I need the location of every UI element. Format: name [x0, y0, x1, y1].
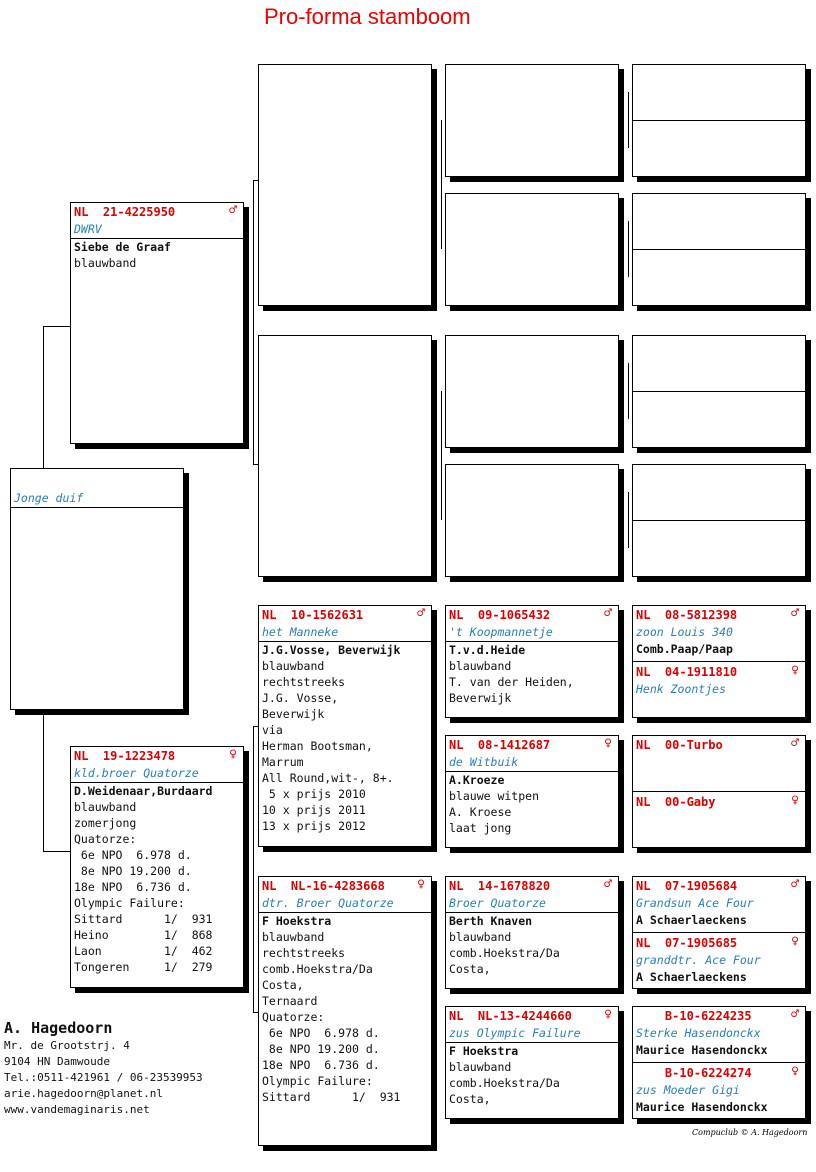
info-line: Beverwijk: [262, 707, 325, 721]
pedigree-box-pair[interactable]: [632, 605, 806, 718]
bird-name: het Manneke: [259, 623, 431, 642]
info-line: Marrum: [262, 755, 304, 769]
info-lines: [446, 913, 618, 977]
ring-number: NL 19-1223478: [74, 749, 176, 763]
ring-number: NL 09-1065432: [449, 608, 551, 622]
male-icon: ♂: [791, 606, 799, 621]
ring-number: NL NL-16-4283668: [262, 879, 385, 893]
breeder: Comb.Paap/Paap: [636, 642, 733, 656]
info-line: 13 x prijs 2012: [262, 819, 366, 833]
male-icon: ♂: [791, 877, 799, 892]
info-line: 6e NPO 6.978 d.: [262, 1026, 380, 1040]
bird-name: Jonge duif: [11, 489, 183, 508]
info-line: blauwe witpen: [449, 789, 540, 803]
info-line: zomerjong: [74, 816, 137, 830]
pedigree-box-ddd[interactable]: [445, 1006, 619, 1119]
info-line: Laon 1/ 462: [74, 944, 213, 958]
pedigree-box-pair[interactable]: [632, 735, 806, 848]
info-line: Sittard 1/ 931: [262, 1090, 401, 1104]
ring-number: NL NL-13-4244660: [449, 1009, 572, 1023]
page-title: Pro-forma stamboom: [264, 4, 471, 29]
pedigree-box-empty[interactable]: [445, 464, 619, 577]
pedigree-box-empty[interactable]: [445, 335, 619, 448]
info-line: Beverwijk: [449, 691, 512, 705]
info-line: 8e NPO 19.200 d.: [74, 864, 192, 878]
breeder: T.v.d.Heide: [449, 643, 526, 657]
info-line: Tongeren 1/ 279: [74, 960, 213, 974]
ring-number: NL 00-Gaby: [636, 795, 716, 809]
pedigree-box-dsd[interactable]: [445, 735, 619, 848]
female-icon: ♀: [229, 747, 237, 762]
info-line: comb.Hoekstra/Da: [262, 962, 373, 976]
info-line: 18e NPO 6.736 d.: [74, 880, 192, 894]
info-line: All Round,wit-, 8+.: [262, 771, 394, 785]
owner-postcode: 9104 HN Damwoude: [4, 1055, 110, 1068]
info-lines: [71, 783, 243, 975]
bird-name: kld.broer Quatorze: [71, 764, 243, 783]
female-icon: ♀: [417, 877, 425, 892]
info-line: blauwband: [449, 659, 512, 673]
female-icon: ♀: [604, 1007, 612, 1022]
breeder: A.Kroeze: [449, 773, 505, 787]
breeder: A Schaerlaeckens: [636, 913, 747, 927]
info-line: comb.Hoekstra/Da: [449, 1076, 560, 1090]
pedigree-box-dam[interactable]: [70, 746, 244, 988]
bird-name: zoon Louis 340: [636, 625, 733, 639]
info-line: 6e NPO 6.978 d.: [74, 848, 192, 862]
info-line: blauwband: [262, 659, 325, 673]
ring-number: NL 00-Turbo: [636, 738, 723, 752]
female-icon: ♀: [791, 663, 799, 678]
pedigree-box-sire-dam[interactable]: [258, 335, 432, 577]
pedigree-box-pair[interactable]: [632, 1006, 806, 1119]
bird-name: Grandsun Ace Four: [636, 896, 754, 910]
ring-number: NL 08-1412687: [449, 738, 551, 752]
info-line: Costa,: [449, 962, 491, 976]
male-icon: ♂: [791, 736, 799, 751]
info-line: blauwband: [262, 930, 325, 944]
owner-website[interactable]: www.vandemaginaris.net: [4, 1103, 150, 1116]
bird-name: Broer Quatorze: [446, 894, 618, 913]
breeder: Berth Knaven: [449, 914, 533, 928]
pedigree-box-dam-dam[interactable]: [258, 876, 432, 1146]
info-line: blauwband: [449, 930, 512, 944]
male-icon: ♂: [604, 606, 612, 621]
info-line: blauwband: [74, 800, 137, 814]
bird-name: granddtr. Ace Four: [636, 953, 761, 967]
info-line: rechtstreeks: [262, 675, 346, 689]
pedigree-box-sire-sire[interactable]: [258, 64, 432, 306]
breeder: D.Weidenaar,Burdaard: [74, 784, 213, 798]
info-line: Costa,: [449, 1092, 491, 1106]
info-line: blauwband: [449, 1060, 512, 1074]
pedigree-box-empty[interactable]: [632, 193, 806, 306]
info-lines: [446, 1043, 618, 1107]
info-line: A. Kroese: [449, 805, 512, 819]
ring-number: NL 04-1911810: [636, 665, 738, 679]
pedigree-box-dss[interactable]: [445, 605, 619, 718]
bird-name: dtr. Broer Quatorze: [259, 894, 431, 913]
pedigree-box-sire[interactable]: [70, 202, 244, 444]
bird-name: de Witbuik: [446, 753, 618, 772]
info-line: Quatorze:: [262, 1010, 325, 1024]
female-icon: ♀: [604, 736, 612, 751]
info-line: 8e NPO 19.200 d.: [262, 1042, 380, 1056]
bird-name: Sterke Hasendonckx: [636, 1026, 761, 1040]
owner-address: Mr. de Grootstrj. 4: [4, 1039, 130, 1052]
male-icon: ♂: [791, 1007, 799, 1022]
bird-name: 't Koopmannetje: [446, 623, 618, 642]
ring-number: NL 10-1562631: [262, 608, 364, 622]
owner-info: [4, 1018, 203, 1118]
pedigree-box-dam-sire[interactable]: [258, 605, 432, 847]
pedigree-box-empty[interactable]: [632, 335, 806, 448]
info-line: comb.Hoekstra/Da: [449, 946, 560, 960]
breeder: F Hoekstra: [262, 914, 332, 928]
info-line: blauwband: [74, 256, 137, 270]
info-line: 5 x prijs 2010: [262, 787, 366, 801]
info-line: 10 x prijs 2011: [262, 803, 366, 817]
info-lines: [446, 642, 618, 706]
owner-email[interactable]: arie.hagedoorn@planet.nl: [4, 1087, 163, 1100]
info-line: Quatorze:: [74, 832, 137, 846]
pedigree-box-dds[interactable]: [445, 876, 619, 989]
info-line: Heino 1/ 868: [74, 928, 213, 942]
info-line: Olympic Failure:: [74, 896, 185, 910]
info-line: J.G. Vosse,: [262, 691, 339, 705]
ring-number: NL 14-1678820: [449, 879, 551, 893]
breeder: F Hoekstra: [449, 1044, 519, 1058]
ring-number: NL 07-1905685: [636, 936, 738, 950]
info-lines: [446, 772, 618, 836]
male-icon: ♂: [604, 877, 612, 892]
breeder: A Schaerlaeckens: [636, 970, 747, 984]
ring-number: NL 07-1905684: [636, 879, 738, 893]
owner-name: A. Hagedoorn: [4, 1019, 113, 1037]
ring-number: NL 21-4225950: [74, 205, 176, 219]
pedigree-box-young-bird[interactable]: [10, 468, 184, 710]
female-icon: ♀: [791, 934, 799, 949]
bird-name: DWRV: [71, 220, 243, 239]
male-icon: ♂: [417, 606, 425, 621]
ring-number: NL 08-5812398: [636, 608, 738, 622]
info-line: T. van der Heiden,: [449, 675, 574, 689]
info-line: Sittard 1/ 931: [74, 912, 213, 926]
breeder: Maurice Hasendonckx: [636, 1043, 768, 1057]
info-lines: [259, 913, 431, 1105]
pedigree-box-empty[interactable]: [632, 464, 806, 577]
info-line: Olympic Failure:: [262, 1074, 373, 1088]
female-icon: ♀: [791, 793, 799, 808]
pedigree-box-pair[interactable]: [632, 876, 806, 989]
info-lines: [259, 642, 431, 834]
ring-number: B-10-6224235: [636, 1009, 752, 1023]
info-line: laat jong: [449, 821, 512, 835]
ring-number: B-10-6224274: [636, 1066, 752, 1080]
info-line: rechtstreeks: [262, 946, 346, 960]
bird-name: Henk Zoontjes: [636, 682, 727, 696]
owner-phone: Tel.:0511-421961 / 06-23539953: [4, 1071, 203, 1084]
info-line: via: [262, 723, 283, 737]
bird-name: zus Moeder Gigi: [636, 1083, 740, 1097]
info-line: Costa,: [262, 978, 304, 992]
pedigree-box-empty[interactable]: [445, 64, 619, 177]
info-line: 18e NPO 6.736 d.: [262, 1058, 380, 1072]
breeder: Siebe de Graaf: [74, 240, 171, 254]
info-line: Ternaard: [262, 994, 318, 1008]
male-icon: ♂: [229, 203, 237, 218]
bird-name: zus Olympic Failure: [446, 1024, 618, 1043]
copyright: Compuclub © A. Hagedoorn: [692, 1128, 808, 1137]
female-icon: ♀: [791, 1064, 799, 1079]
breeder: Maurice Hasendonckx: [636, 1100, 768, 1114]
info-line: Herman Bootsman,: [262, 739, 373, 753]
pedigree-box-empty[interactable]: [445, 193, 619, 306]
breeder: J.G.Vosse, Beverwijk: [262, 643, 401, 657]
pedigree-box-empty[interactable]: [632, 64, 806, 177]
